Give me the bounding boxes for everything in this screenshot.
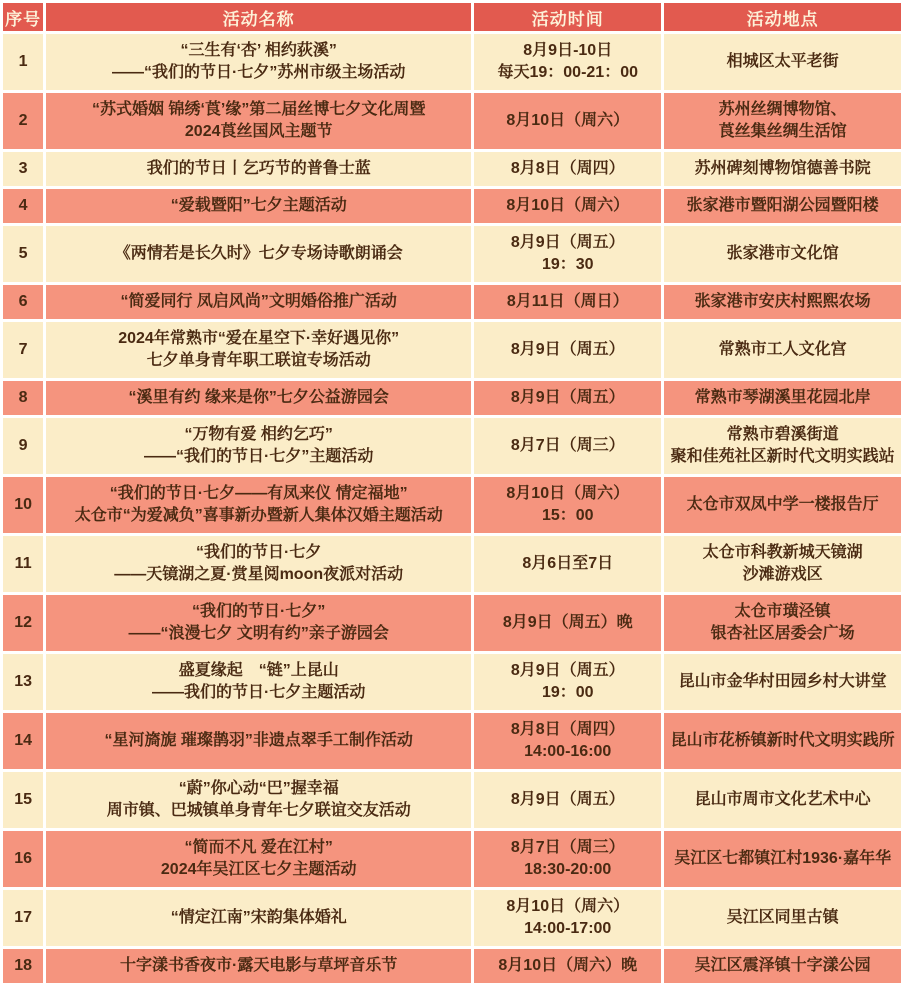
cell-activity-location <box>664 152 901 186</box>
text-line: “万物有爱 相约乞巧” <box>184 426 333 443</box>
text-line: 8月10日（周六） <box>506 485 630 502</box>
text-line: “我们的节日·七夕——有凤来仪 情定福地” <box>109 485 408 502</box>
cell-activity-location <box>664 189 901 223</box>
cell-activity-location <box>664 949 901 983</box>
text-line: 苏州碑刻博物馆德善书院 <box>694 160 871 177</box>
table-row <box>3 189 901 223</box>
cell-activity-time <box>474 831 661 887</box>
text-line: 8月9日（周五） <box>510 389 625 406</box>
cell-activity-time <box>474 713 661 769</box>
text-line: 15：00 <box>541 507 594 524</box>
table-row <box>3 34 901 90</box>
text-line: 19：00 <box>541 684 594 701</box>
cell-activity-time <box>474 34 661 90</box>
cell-activity-time <box>474 226 661 282</box>
cell-activity-location <box>664 418 901 474</box>
cell-activity-name <box>46 226 471 282</box>
text-line: 8月10日（周六） <box>506 197 630 214</box>
cell-index: 5 <box>3 226 43 282</box>
text-line: 14:00-16:00 <box>524 743 612 760</box>
text-line: 沙滩游戏区 <box>742 566 823 583</box>
cell-activity-name <box>46 890 471 946</box>
text-line: 8月9日（周五） <box>510 791 625 808</box>
text-line: 2024莨丝国风主题节 <box>184 123 333 140</box>
text-line: ——天镜湖之夏·赏星阅moon夜派对活动 <box>114 566 404 583</box>
text-line: 苏州丝绸博物馆、 <box>718 101 847 118</box>
header-index: 序号 <box>3 3 43 31</box>
cell-activity-time <box>474 595 661 651</box>
text-line: 8月8日（周四） <box>510 160 625 177</box>
cell-activity-name <box>46 831 471 887</box>
cell-index: 15 <box>3 772 43 828</box>
text-line: 8月10日（周六） <box>506 898 630 915</box>
table-row <box>3 152 901 186</box>
text-line: 19：30 <box>541 256 594 273</box>
text-line: 常熟市工人文化宫 <box>718 341 847 358</box>
cell-activity-time <box>474 322 661 378</box>
header-activity-time: 活动时间 <box>474 3 661 31</box>
table-row <box>3 949 901 983</box>
text-line: 18:30-20:00 <box>524 861 612 878</box>
text-line: 太仓市璜泾镇 <box>734 603 831 620</box>
text-line: 8月9日（周五）晚 <box>502 614 633 631</box>
text-line: 常熟市碧溪街道 <box>726 426 839 443</box>
cell-activity-location <box>664 93 901 149</box>
text-line: 昆山市花桥镇新时代文明实践所 <box>670 732 895 749</box>
text-line: 七夕单身青年职工联谊专场活动 <box>146 352 371 369</box>
text-line: ——“我们的节日·七夕”主题活动 <box>144 448 374 465</box>
cell-index: 9 <box>3 418 43 474</box>
cell-index: 7 <box>3 322 43 378</box>
cell-activity-location <box>664 34 901 90</box>
text-line: “三生有‘杏’ 相约荻溪” <box>180 42 337 59</box>
text-line: 盛夏缘起 “链”上昆山 <box>178 662 339 679</box>
text-line: 8月7日（周三） <box>510 437 625 454</box>
text-line: 太仓市科教新城天镜湖 <box>702 544 863 561</box>
text-line: “我们的节日·七夕” <box>192 603 326 620</box>
cell-activity-name <box>46 654 471 710</box>
cell-activity-location <box>664 595 901 651</box>
cell-activity-name <box>46 381 471 415</box>
cell-activity-name <box>46 713 471 769</box>
text-line: 周市镇、巴城镇单身青年七夕联谊交友活动 <box>106 802 411 819</box>
cell-activity-time <box>474 477 661 533</box>
cell-activity-location <box>664 831 901 887</box>
text-line: 2024年吴江区七夕主题活动 <box>160 861 357 878</box>
text-line: 吴江区震泽镇十字漾公园 <box>694 957 871 974</box>
text-line: “简而不凡 爱在江村” <box>184 839 333 856</box>
text-line: “爱载暨阳”七夕主题活动 <box>170 197 347 214</box>
table-row <box>3 93 901 149</box>
cell-activity-time <box>474 381 661 415</box>
cell-activity-location <box>664 381 901 415</box>
text-line: 昆山市周市文化艺术中心 <box>694 791 871 808</box>
cell-index: 16 <box>3 831 43 887</box>
cell-activity-location <box>664 322 901 378</box>
text-line: “我们的节日·七夕 <box>196 544 322 561</box>
cell-activity-time <box>474 285 661 319</box>
cell-activity-name <box>46 93 471 149</box>
cell-activity-time <box>474 152 661 186</box>
text-line: 太仓市双凤中学一楼报告厅 <box>686 496 879 513</box>
cell-index: 6 <box>3 285 43 319</box>
text-line: ——“我们的节日·七夕”苏州市级主场活动 <box>112 64 406 81</box>
text-line: 我们的节日丨乞巧节的普鲁士蓝 <box>146 160 371 177</box>
text-line: “星河旖旎 璀璨鹊羽”非遗点翠手工制作活动 <box>104 732 413 749</box>
cell-activity-name <box>46 322 471 378</box>
cell-activity-name <box>46 189 471 223</box>
cell-activity-location <box>664 226 901 282</box>
cell-activity-location <box>664 477 901 533</box>
cell-activity-name <box>46 34 471 90</box>
text-line: 十字漾书香夜市·露天电影与草坪音乐节 <box>120 957 398 974</box>
cell-activity-time <box>474 418 661 474</box>
text-line: “溪里有约 缘来是你”七夕公益游园会 <box>128 389 389 406</box>
table-row <box>3 536 901 592</box>
text-line: 8月11日（周日） <box>506 293 629 310</box>
table-row <box>3 477 901 533</box>
text-line: 8月9日（周五） <box>510 234 625 251</box>
table-row <box>3 595 901 651</box>
cell-activity-time <box>474 536 661 592</box>
text-line: “简爱同行 凤启风尚”文明婚俗推广活动 <box>120 293 397 310</box>
header-activity-name: 活动名称 <box>46 3 471 31</box>
cell-index: 18 <box>3 949 43 983</box>
cell-activity-location <box>664 713 901 769</box>
text-line: 8月7日（周三） <box>510 839 625 856</box>
text-line: 聚和佳苑社区新时代文明实践站 <box>670 448 895 465</box>
text-line: 8月8日（周四） <box>510 721 625 738</box>
cell-index: 3 <box>3 152 43 186</box>
cell-index: 13 <box>3 654 43 710</box>
text-line: 莨丝集丝绸生活馆 <box>718 123 847 140</box>
text-line: 银杏社区居委会广场 <box>710 625 855 642</box>
cell-activity-time <box>474 654 661 710</box>
cell-index: 17 <box>3 890 43 946</box>
table-row <box>3 381 901 415</box>
table-row <box>3 772 901 828</box>
cell-index: 11 <box>3 536 43 592</box>
table-row <box>3 285 901 319</box>
text-line: 吴江区七都镇江村1936·嘉年华 <box>674 850 892 867</box>
text-line: 吴江区同里古镇 <box>726 909 839 926</box>
cell-activity-time <box>474 189 661 223</box>
cell-activity-time <box>474 890 661 946</box>
text-line: 相城区太平老街 <box>726 53 839 70</box>
cell-activity-name <box>46 536 471 592</box>
cell-activity-name <box>46 949 471 983</box>
text-line: 8月9日（周五） <box>510 341 625 358</box>
text-line: “情定江南”宋韵集体婚礼 <box>170 909 347 926</box>
table-row <box>3 322 901 378</box>
text-line: 太仓市“为爱减负”喜事新办暨新人集体汉婚主题活动 <box>74 507 443 524</box>
table-row <box>3 713 901 769</box>
text-line: 张家港市暨阳湖公园暨阳楼 <box>686 197 879 214</box>
cell-activity-location <box>664 890 901 946</box>
table-row <box>3 890 901 946</box>
text-line: 昆山市金华村田园乡村大讲堂 <box>678 673 887 690</box>
cell-activity-name <box>46 285 471 319</box>
cell-activity-name <box>46 152 471 186</box>
header-row <box>3 3 901 31</box>
text-line: “蔚”你心动“巴”握幸福 <box>178 780 339 797</box>
cell-activity-location <box>664 772 901 828</box>
text-line: 8月10日（周六） <box>506 112 630 129</box>
cell-activity-time <box>474 93 661 149</box>
cell-activity-name <box>46 477 471 533</box>
cell-index: 10 <box>3 477 43 533</box>
text-line: 张家港市安庆村熙熙农场 <box>694 293 871 310</box>
cell-activity-name <box>46 418 471 474</box>
cell-index: 1 <box>3 34 43 90</box>
text-line: 每天19：00-21：00 <box>497 64 639 81</box>
text-line: ——我们的节日·七夕主题活动 <box>152 684 366 701</box>
text-line: 8月10日（周六）晚 <box>498 957 638 974</box>
cell-activity-location <box>664 654 901 710</box>
table-row <box>3 831 901 887</box>
cell-index: 2 <box>3 93 43 149</box>
text-line: 8月6日至7日 <box>522 555 614 572</box>
table-row <box>3 654 901 710</box>
cell-index: 12 <box>3 595 43 651</box>
text-line: ——“浪漫七夕 文明有约”亲子游园会 <box>128 625 389 642</box>
text-line: 8月9日-10日 <box>523 42 613 59</box>
text-line: 张家港市文化馆 <box>726 245 839 262</box>
cell-activity-time <box>474 949 661 983</box>
text-line: 14:00-17:00 <box>524 920 612 937</box>
cell-index: 8 <box>3 381 43 415</box>
cell-index: 4 <box>3 189 43 223</box>
cell-activity-name <box>46 772 471 828</box>
table-row <box>3 418 901 474</box>
text-line: 8月9日（周五） <box>510 662 625 679</box>
cell-activity-location <box>664 536 901 592</box>
text-line: 2024年常熟市“爱在星空下·幸好遇见你” <box>118 330 400 347</box>
cell-index: 14 <box>3 713 43 769</box>
text-line: 《两情若是长久时》七夕专场诗歌朗诵会 <box>114 245 403 262</box>
table-body <box>3 34 901 983</box>
table-header <box>3 3 901 31</box>
cell-activity-name <box>46 595 471 651</box>
cell-activity-time <box>474 772 661 828</box>
text-line: 常熟市琴湖溪里花园北岸 <box>694 389 871 406</box>
text-line: “苏式婚姻 锦绣‘莨’缘”第二届丝博七夕文化周暨 <box>92 101 426 118</box>
cell-activity-location <box>664 285 901 319</box>
table-row <box>3 226 901 282</box>
header-activity-location: 活动地点 <box>664 3 901 31</box>
